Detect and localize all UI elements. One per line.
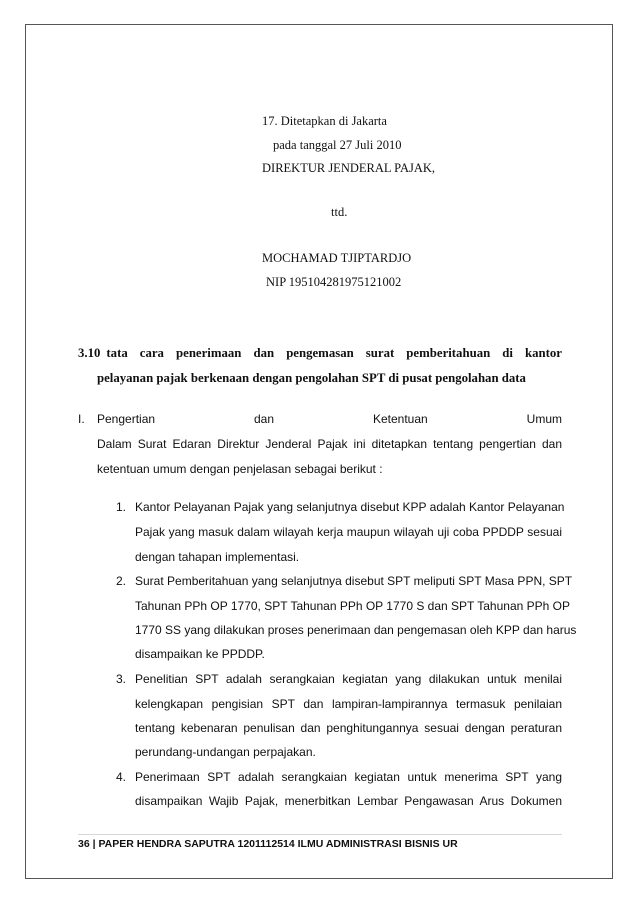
page-footer: 36 | PAPER HENDRA SAPUTRA 1201112514 ILMU ADMINISTRASI BISNIS UR (78, 838, 458, 850)
list-item-line: 1770 SS yang dilakukan proses penerimaan dan pengemasan oleh KPP dan harus (135, 623, 577, 637)
section-heading-line1 (78, 346, 562, 361)
list-number: 2. (116, 574, 127, 588)
list-item-line: disampaikan ke PPDDP. (135, 647, 265, 661)
intro-line: ketentuan umum dengan penjelasan sebagai berikut : (97, 462, 383, 476)
list-item-line: tentang kebenaran penulisan dan penghitungannya sesuai dengan peraturan (135, 721, 562, 735)
part-numeral: I. (78, 412, 85, 426)
list-item-line: disampaikan Wajib Pajak, menerbitkan Lembar Pengawasan Arus Dokumen (135, 794, 562, 808)
list-item-line: Penelitian SPT adalah serangkaian kegiatan yang dilakukan untuk menilai (135, 672, 562, 686)
list-item-line: dengan tahapan implementasi. (135, 550, 300, 564)
footer-rule (78, 834, 562, 835)
list-item-line: Kantor Pelayanan Pajak yang selanjutnya disebut KPP adalah Kantor Pelayanan (135, 500, 565, 514)
part-heading-word: Pengertian (97, 412, 156, 426)
section-title-line2: pelayanan pajak berkenaan dengan pengolahan SPT di pusat pengolahan data (97, 371, 526, 385)
part-heading (97, 412, 562, 426)
list-number: 1. (116, 500, 127, 514)
list-item-line: Penerimaan SPT adalah serangkaian kegiatan untuk menerima SPT yang (135, 770, 562, 784)
part-heading-word: Ketentuan (372, 412, 428, 426)
signature-place: 17. Ditetapkan di Jakarta (262, 114, 387, 128)
part-heading-word: dan (254, 412, 275, 426)
signature-office: DIREKTUR JENDERAL PAJAK, (262, 161, 436, 175)
intro-line: Dalam Surat Edaran Direktur Jenderal Pajak ini ditetapkan tentang pengertian dan (97, 437, 562, 451)
list-item-line: Tahunan PPh OP 1770, SPT Tahunan PPh OP 1770 S dan SPT Tahunan PPh OP (135, 599, 570, 613)
part-heading-word: Umum (526, 412, 562, 426)
signature-date: pada tanggal 27 Juli 2010 (273, 138, 402, 152)
section-title-line1: tata cara penerimaan dan pengemasan surat pemberitahuan di kantor (106, 346, 562, 360)
list-item-line: Surat Pemberitahuan yang selanjutnya disebut SPT meliputi SPT Masa PPN, SPT (135, 574, 573, 588)
list-number: 4. (116, 770, 127, 784)
list-item-line: Pajak yang masuk dalam wilayah kerja maupun wilayah uji coba PPDDP sesuai (135, 525, 562, 539)
list-item-line: perundang-undangan perpajakan. (135, 745, 316, 759)
list-item-line: kelengkapan pengisian SPT dan lampiran-lampirannya termasuk penilaian (135, 697, 562, 711)
section-number: 3.10 (78, 346, 101, 360)
signature-name: MOCHAMAD TJIPTARDJO (262, 251, 412, 265)
signature-nip: NIP 195104281975121002 (266, 275, 402, 289)
list-number: 3. (116, 672, 127, 686)
signature-ttd: ttd. (331, 205, 348, 219)
